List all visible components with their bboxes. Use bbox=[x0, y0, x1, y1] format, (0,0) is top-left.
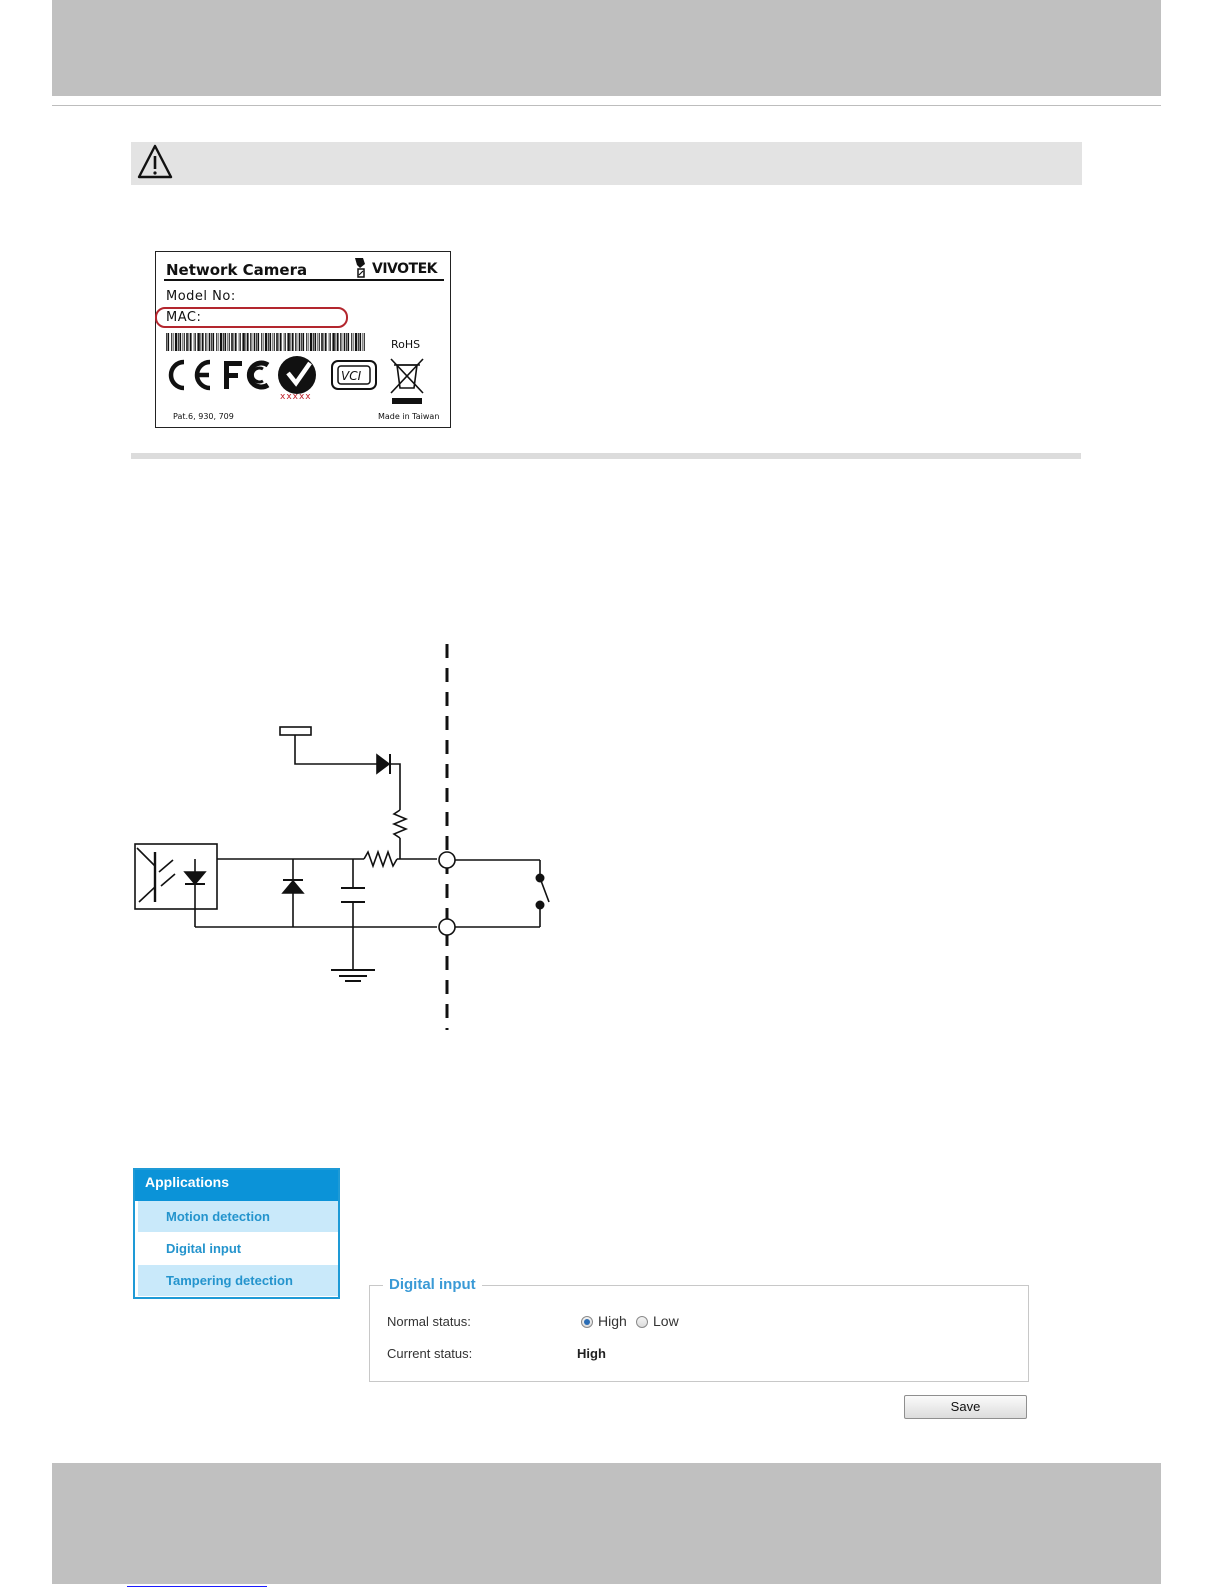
normal-status-high-radio[interactable] bbox=[581, 1316, 593, 1328]
barcode-bar bbox=[324, 333, 325, 351]
barcode-bar bbox=[186, 333, 188, 351]
barcode-bar bbox=[228, 333, 229, 351]
menu-item-tampering-detection[interactable]: Tampering detection bbox=[138, 1265, 338, 1296]
barcode-bar bbox=[178, 333, 179, 351]
barcode-bar bbox=[207, 333, 208, 351]
barcode-bar bbox=[256, 333, 257, 351]
weee-bin-icon bbox=[391, 359, 423, 393]
barcode-bar bbox=[310, 333, 312, 351]
barcode-bar bbox=[315, 333, 317, 351]
section-divider bbox=[131, 453, 1081, 459]
camera-logo-icon bbox=[351, 256, 371, 278]
barcode-bar bbox=[197, 333, 199, 351]
barcode-bar bbox=[180, 333, 182, 351]
barcode bbox=[166, 333, 366, 351]
barcode-bar bbox=[308, 333, 309, 351]
barcode-bar bbox=[284, 333, 285, 351]
barcode-bar bbox=[321, 333, 323, 351]
header-rule bbox=[52, 105, 1161, 106]
barcode-bar bbox=[285, 333, 286, 351]
barcode-bar bbox=[332, 333, 334, 351]
barcode-bar bbox=[342, 333, 343, 351]
barcode-bar bbox=[175, 333, 177, 351]
barcode-bar bbox=[265, 333, 267, 351]
page-header-band bbox=[52, 0, 1161, 96]
barcode-bar bbox=[225, 333, 227, 351]
barcode-bar bbox=[363, 333, 364, 351]
label-brand: VIVOTEK bbox=[372, 261, 437, 277]
cert-code: xxxxx bbox=[280, 392, 312, 402]
barcode-bar bbox=[261, 333, 262, 351]
barcode-bar bbox=[325, 333, 327, 351]
barcode-bar bbox=[189, 333, 190, 351]
barcode-bar bbox=[209, 333, 211, 351]
barcode-bar bbox=[240, 333, 241, 351]
label-title-underline bbox=[164, 279, 444, 281]
mac-highlight-ring bbox=[155, 307, 348, 328]
barcode-bar bbox=[246, 333, 247, 351]
current-status-value: High bbox=[577, 1346, 606, 1361]
barcode-bar bbox=[297, 333, 298, 351]
label-mac-address: MAC: bbox=[166, 310, 202, 325]
digital-input-legend: Digital input bbox=[383, 1276, 482, 1293]
warning-bar bbox=[131, 142, 1082, 185]
barcode-bar bbox=[346, 333, 347, 351]
warning-icon bbox=[136, 143, 174, 181]
patent-number: Pat.6, 930, 709 bbox=[173, 412, 234, 421]
normal-status-label: Normal status: bbox=[387, 1314, 471, 1329]
barcode-bar bbox=[319, 333, 320, 351]
normal-status-low-label[interactable]: Low bbox=[653, 1313, 679, 1329]
barcode-bar bbox=[358, 333, 359, 351]
normal-status-high-label[interactable]: High bbox=[598, 1313, 627, 1329]
barcode-bar bbox=[201, 333, 202, 351]
barcode-bar bbox=[344, 333, 346, 351]
save-button[interactable]: Save bbox=[904, 1395, 1027, 1419]
barcode-bar bbox=[252, 333, 253, 351]
barcode-bar bbox=[195, 333, 196, 351]
barcode-bar bbox=[239, 333, 240, 351]
barcode-bar bbox=[292, 333, 294, 351]
barcode-bar bbox=[279, 333, 280, 351]
barcode-bar bbox=[330, 333, 331, 351]
barcode-bar bbox=[213, 333, 215, 351]
barcode-bar bbox=[184, 333, 185, 351]
barcode-bar bbox=[273, 333, 274, 351]
barcode-bar bbox=[301, 333, 302, 351]
barcode-bar bbox=[306, 333, 307, 351]
barcode-bar bbox=[313, 333, 314, 351]
barcode-bar bbox=[202, 333, 204, 351]
label-model-number: Model No: bbox=[166, 289, 236, 304]
svg-text:VCI: VCI bbox=[341, 369, 362, 383]
barcode-bar bbox=[235, 333, 237, 351]
barcode-bar bbox=[303, 333, 305, 351]
barcode-bar bbox=[274, 333, 275, 351]
applications-menu bbox=[133, 1168, 340, 1299]
barcode-bar bbox=[364, 333, 365, 351]
barcode-bar bbox=[258, 333, 260, 351]
barcode-bar bbox=[183, 333, 184, 351]
barcode-bar bbox=[336, 333, 337, 351]
ce-mark-icon bbox=[171, 362, 210, 388]
barcode-bar bbox=[268, 333, 269, 351]
barcode-bar bbox=[234, 333, 235, 351]
origin-text: Made in Taiwan bbox=[378, 412, 440, 421]
barcode-bar bbox=[220, 333, 222, 351]
barcode-bar bbox=[229, 333, 230, 351]
barcode-bar bbox=[211, 333, 212, 351]
barcode-bar bbox=[247, 333, 249, 351]
barcode-bar bbox=[355, 333, 357, 351]
current-status-label: Current status: bbox=[387, 1346, 473, 1361]
barcode-bar bbox=[250, 333, 251, 351]
barcode-bar bbox=[276, 333, 278, 351]
barcode-bar bbox=[291, 333, 292, 351]
barcode-bar bbox=[216, 333, 217, 351]
barcode-bar bbox=[205, 333, 206, 351]
c-tick-mark-icon bbox=[278, 356, 316, 394]
label-title: Network Camera bbox=[166, 261, 308, 279]
barcode-bar bbox=[218, 333, 219, 351]
digital-input-circuit-diagram bbox=[125, 640, 565, 1035]
menu-item-digital-input[interactable]: Digital input bbox=[166, 1241, 242, 1256]
barcode-bar bbox=[351, 333, 352, 351]
barcode-bar bbox=[337, 333, 339, 351]
barcode-bar bbox=[171, 333, 172, 351]
barcode-bar bbox=[242, 333, 244, 351]
fcc-mark-icon bbox=[224, 361, 268, 389]
barcode-bar bbox=[348, 333, 350, 351]
barcode-bar bbox=[270, 333, 272, 351]
barcode-bar bbox=[263, 333, 264, 351]
page-footer-band bbox=[52, 1463, 1161, 1584]
barcode-bar bbox=[287, 333, 289, 351]
barcode-bar bbox=[295, 333, 296, 351]
barcode-bar bbox=[173, 333, 174, 351]
rohs-mark: RoHS bbox=[391, 338, 421, 351]
barcode-bar bbox=[360, 333, 362, 351]
barcode-bar bbox=[340, 333, 341, 351]
barcode-bar bbox=[299, 333, 301, 351]
barcode-bar bbox=[231, 333, 233, 351]
digital-input-panel bbox=[369, 1285, 1029, 1382]
barcode-bar bbox=[318, 333, 319, 351]
barcode-bar bbox=[194, 333, 195, 351]
barcode-bar bbox=[223, 333, 224, 351]
normal-status-low-radio[interactable] bbox=[636, 1316, 648, 1328]
barcode-bar bbox=[166, 333, 167, 351]
barcode-bar bbox=[168, 333, 170, 351]
barcode-bar bbox=[329, 333, 330, 351]
barcode-bar bbox=[353, 333, 354, 351]
applications-menu-header[interactable]: Applications bbox=[135, 1170, 338, 1201]
barcode-bar bbox=[280, 333, 282, 351]
menu-item-motion-detection[interactable]: Motion detection bbox=[138, 1201, 338, 1232]
barcode-bar bbox=[190, 333, 192, 351]
barcode-bar bbox=[254, 333, 256, 351]
